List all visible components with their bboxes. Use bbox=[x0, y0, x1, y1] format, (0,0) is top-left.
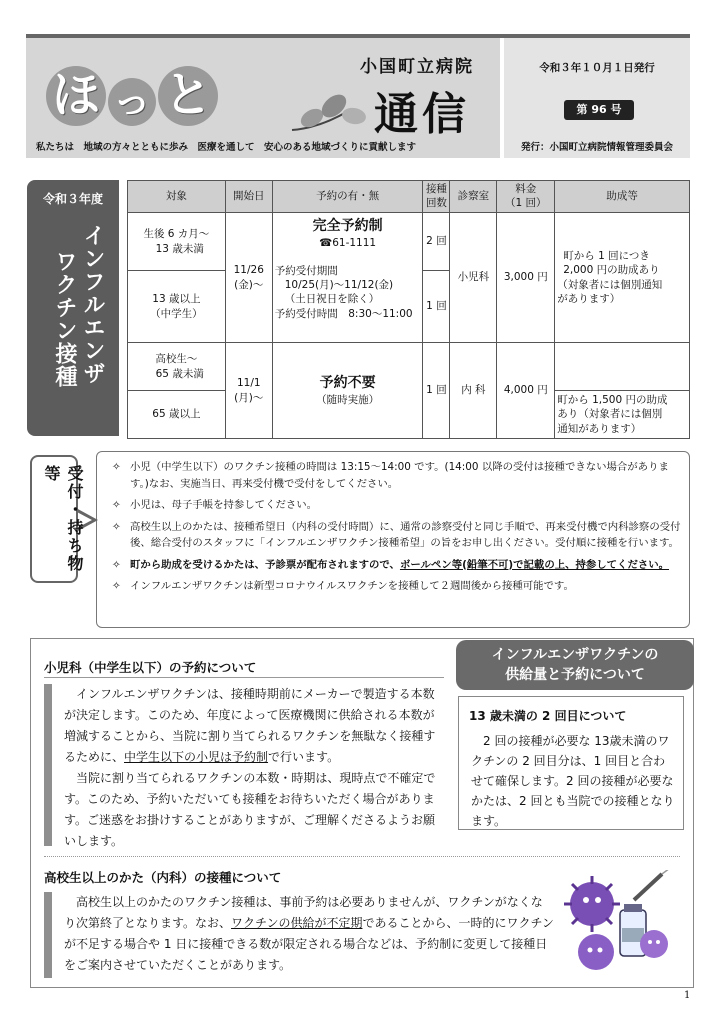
target-65-plus: 65 歳以上 bbox=[128, 391, 226, 439]
subsidy-adult-empty bbox=[555, 343, 690, 391]
highschool-heading: 高校生以上のかた（内科）の接種について bbox=[44, 870, 282, 885]
highschool-paragraph: 高校生以上のかたのワクチン接種は、事前予約は必要ありませんが、ワクチンがなくなり次第終了となります。なお、ワクチンの供給が不定期であることから、一時的にワクチンが不足する場合や 1 日に接種できる数が限定される場合などは、予約制に変更して接種日をご案内させていただくことがあります。 bbox=[64, 895, 554, 972]
header-start-date: 開始日 bbox=[225, 181, 272, 213]
table-header-row bbox=[128, 181, 690, 213]
motto: 私たちは 地域の方々とともに歩み 医療を通して 安心のある地域づくりに貢献します bbox=[36, 142, 417, 153]
room-pediatrics: 小児科 bbox=[450, 213, 497, 343]
fee-adult: 4,000 円 bbox=[497, 343, 555, 439]
reception-label: 受付・持ち物等 bbox=[30, 455, 78, 583]
pediatric-paragraph-1: インフルエンザワクチンは、接種時期前にメーカーで製造する本数が決定します。このため、年度によって医療機関に供給される本数が増減することから、当院に割り当てられるワクチンを無駄なく接種するために、中学生以下の小児は予約制で行います。 bbox=[64, 687, 436, 764]
header-doses: 接種 回数 bbox=[423, 181, 450, 213]
fiscal-year-label: 令和３年度 bbox=[42, 192, 103, 206]
subsidy-65-plus: 町から 1,500 円の助成 あり（対象者には個別 通知があります） bbox=[555, 391, 690, 439]
logo-char-to: と bbox=[158, 66, 218, 126]
target-junior-high: 13 歳以上 （中学生） bbox=[128, 271, 226, 343]
subsidy-child: 町から 1 回につき 2,000 円の助成あり （対象者には個別通知 があります） bbox=[555, 213, 690, 343]
table-row bbox=[128, 213, 690, 271]
room-internal-medicine: 内 科 bbox=[450, 343, 497, 439]
issue-number-badge: 第 96 号 bbox=[564, 100, 634, 120]
doses-child: 2 回 bbox=[423, 213, 450, 271]
sparkle-icon: ✧ bbox=[112, 461, 121, 473]
reservation-child: 完全予約制 ☎61-1111 予約受付期間 10/25(月)～11/12(金) （土日祝日を除く） 予約受付時間 8:30～11:00 bbox=[272, 213, 423, 343]
list-item: ✧ 小児（中学生以下）のワクチン接種の時間は 13:15～14:00 です。(14:00 以降の受付は接種できない場合があります。)なお、実施当日、再来受付機で受付をしてください。 bbox=[112, 461, 669, 490]
highschool-article bbox=[44, 892, 554, 978]
sparkle-icon: ✧ bbox=[112, 520, 121, 533]
target-child: 生後 6 カ月～ 13 歳未満 bbox=[128, 213, 226, 271]
leaves-icon bbox=[290, 90, 370, 136]
target-highschool-adult: 高校生～ 65 歳未満 bbox=[128, 343, 226, 391]
supply-heading: インフルエンザワクチンの 供給量と予約について bbox=[456, 640, 694, 690]
vertical-title-vaccination: ワクチン接種 bbox=[52, 250, 77, 388]
issue-date: 令和３年１０月１日発行 bbox=[539, 62, 655, 74]
start-date-child: 11/26 (金)～ bbox=[225, 213, 272, 343]
vaccine-virus-illustration-icon bbox=[562, 870, 674, 980]
sparkle-icon: ✧ bbox=[112, 580, 121, 592]
reception-notes-list bbox=[112, 459, 686, 600]
newsletter-name: 通信 bbox=[374, 89, 470, 140]
masthead-title-panel bbox=[26, 38, 500, 158]
supply-text: 2 回の接種が必要な 13歳未満のワクチンの 2 回目分は、1 回目と合わせて確保します。2 回の接種が必要なかたは、2 回とも当院での接種となります。 bbox=[471, 734, 675, 828]
logo-char-tsu: っ bbox=[108, 78, 156, 126]
list-item: ✧ 町から助成を受けるかたは、予診票が配布されますので、ボールペン等(鉛筆不可)で記載の上、持参してください。 bbox=[112, 557, 686, 574]
list-item: ✧ 小児は、母子手帳を持参してください。 bbox=[112, 497, 686, 514]
pediatric-paragraph-2: 当院に割り当てられるワクチンの本数・時期は、現時点で不確定です。このため、予約いただいても接種をお待ちいただく場合があります。ご迷惑をお掛けすることがありますが、ご理解くださるようお願いします。 bbox=[64, 771, 436, 848]
sparkle-icon: ✧ bbox=[112, 499, 121, 511]
supply-article bbox=[458, 696, 684, 830]
pediatric-article bbox=[44, 684, 446, 846]
header-reservation: 予約の有・無 bbox=[272, 181, 423, 213]
header-subsidy: 助成等 bbox=[555, 181, 690, 213]
start-date-adult: 11/1 (月)～ bbox=[225, 343, 272, 439]
logo-hotto bbox=[46, 66, 218, 126]
logo-char-ho: ほ bbox=[46, 66, 106, 126]
masthead-info-panel bbox=[504, 38, 690, 158]
reservation-adult: 予約不要 （随時実施） bbox=[272, 343, 423, 439]
list-item: ✧ 高校生以上のかたは、接種希望日（内科の受付時間）に、通常の診察受付と同じ手順で、再来受付機で内科診察の受付後、総合受付のスタッフに「インフルエンザワクチン接種希望」の旨をお申し出ください。受付順に接種を行います。 bbox=[112, 520, 681, 549]
list-item: ✧ インフルエンザワクチンは新型コロナウイルスワクチンを接種して２週間後から接種可能です。 bbox=[112, 578, 686, 595]
header-target: 対象 bbox=[128, 181, 226, 213]
hospital-name: 小国町立病院 bbox=[360, 57, 474, 77]
publisher: 発行：小国町立病院情報管理委員会 bbox=[520, 142, 673, 153]
pediatric-heading: 小児科（中学生以下）の予約について bbox=[44, 660, 257, 675]
header-fee: 料金 （1 回） bbox=[497, 181, 555, 213]
sparkle-icon: ✧ bbox=[112, 558, 121, 571]
page-number: 1 bbox=[684, 990, 691, 1001]
fee-child: 3,000 円 bbox=[497, 213, 555, 343]
vertical-title-influenza: インフルエンザ bbox=[80, 224, 105, 385]
vaccination-schedule-table bbox=[127, 180, 690, 439]
supply-subheading: 13 歳未満の 2 回目について bbox=[469, 709, 627, 723]
table-row bbox=[128, 343, 690, 391]
masthead bbox=[26, 34, 690, 158]
header-room: 診察室 bbox=[450, 181, 497, 213]
doses-junior-high: 1 回 bbox=[423, 271, 450, 343]
doses-adult: 1 回 bbox=[423, 343, 450, 439]
vaccine-section-tab bbox=[27, 180, 119, 436]
